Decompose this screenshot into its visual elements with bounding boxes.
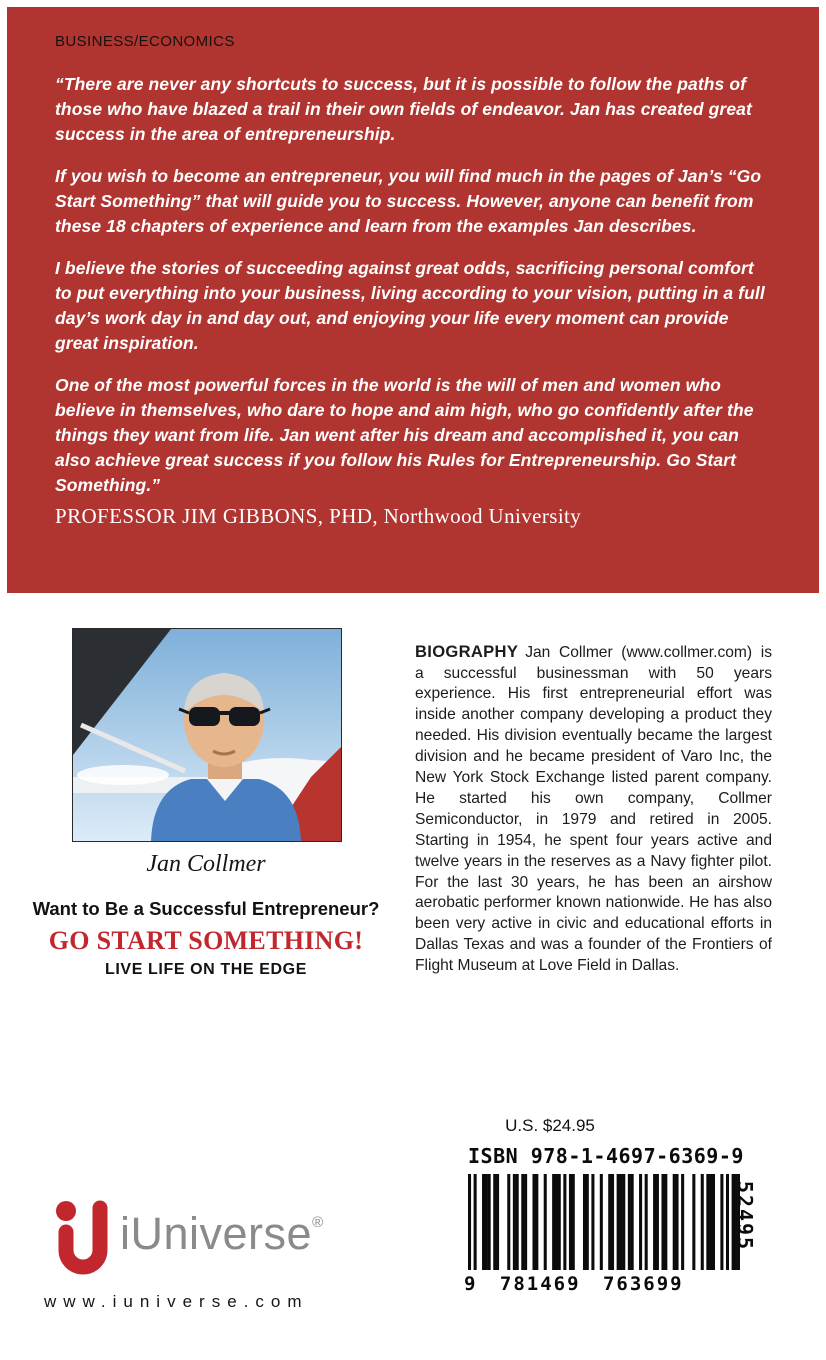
isbn-label: ISBN 978-1-4697-6369-9 bbox=[468, 1144, 744, 1168]
quote-paragraph: If you wish to become an entrepreneur, you will find much in the pages of Jan’s “Go Start Something” that will guide you to success. However, anyone can benefit from these 18 chapters of experience and learn from the examples Jan describes. bbox=[55, 166, 762, 236]
book-subtitle: LIVE LIFE ON THE EDGE bbox=[105, 961, 307, 978]
registered-mark: ® bbox=[312, 1214, 324, 1231]
biography-label: BIOGRAPHY bbox=[415, 641, 519, 661]
author-name: Jan Collmer bbox=[146, 851, 266, 877]
book-title: GO START SOMETHING! bbox=[48, 926, 364, 955]
tagline-question: Want to Be a Successful Entrepreneur? bbox=[32, 898, 380, 919]
biography bbox=[415, 642, 772, 978]
barcode-digits: 9 781469 763699 bbox=[464, 1273, 684, 1295]
barcode-bars bbox=[468, 1174, 740, 1270]
barcode-addon-code: 52495 bbox=[732, 1180, 757, 1252]
quote-paragraph: I believe the stories of succeeding against great odds, sacrificing personal comfort to put everything into your business, living according to your vision, putting in a full day’s work day in and day out, and enjoying your life every moment can provide great inspiration. bbox=[55, 258, 765, 353]
iuniverse-logo-icon bbox=[50, 1198, 110, 1280]
biography-text: Jan Collmer (www.collmer.com) is a successful businessman with 50 years experience. His first entrepreneurial effort was inside another company developing a product they needed. His division eventually became the largest division and he became president of Varo Inc, the New York Stock Exchange listed parent company. He started his own company, Collmer Semiconductor, in 1979 and retired in 2005. Starting in 1954, he spent four years active and twelve years in the reserves as a Navy fighter pilot. For the last 30 years, he has been an airshow aerobatic performer known nationwide. He has also been very active in civic and educational efforts in Dallas Texas and was a founder of the Frontiers of Flight Museum at Love Field in Dallas. bbox=[415, 643, 772, 975]
endorsement-quote bbox=[55, 72, 771, 498]
author-photo bbox=[72, 628, 342, 842]
price-label: U.S. $24.95 bbox=[505, 1116, 595, 1135]
author-photo-illustration bbox=[73, 629, 341, 841]
quote-paragraph: “There are never any shortcuts to success, but it is possible to follow the paths of those who have blazed a trail in their own fields of endeavor. Jan has created great success in the area of entrepreneurship. bbox=[55, 74, 752, 144]
quote-paragraph: One of the most powerful forces in the world is the will of men and women who believe in themselves, who dare to hope and aim high, who go confidently after the things they want from life. Jan went after his dream and accomplished it, you can also achieve great success if you follow his Rules for Entrepreneurship. Go Start Something.” bbox=[55, 375, 754, 495]
publisher-name-text: iUniverse bbox=[120, 1208, 313, 1259]
publisher-url: www.iuniverse.com bbox=[44, 1292, 309, 1311]
barcode bbox=[452, 1142, 768, 1308]
publisher-name bbox=[120, 1208, 324, 1260]
quote-panel bbox=[7, 7, 819, 593]
category-label: BUSINESS/ECONOMICS bbox=[55, 33, 235, 50]
quote-attribution: PROFESSOR JIM GIBBONS, PHD, Northwood University bbox=[55, 504, 582, 528]
